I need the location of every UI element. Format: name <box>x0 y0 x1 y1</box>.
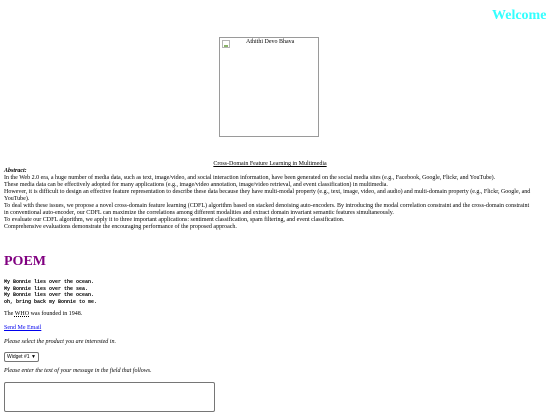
welcome-heading: Welcome <box>492 8 546 23</box>
product-select-value: Widget #1 <box>7 354 30 360</box>
poem-text <box>4 279 97 305</box>
who-sentence <box>4 311 82 317</box>
image-alt-text: Athithi Devo Bhava <box>246 39 295 45</box>
poem-line: My Bonnie lies over the sea. <box>4 285 89 292</box>
abstract-label: Abstract: <box>4 168 27 174</box>
abstract-paragraph: To deal with these issues, we propose a novel cross-domain feature learning (CDFL) algorithm based on stacked denoising auto-encoders. By introducing the modal correlation constraint and the cross-domain constraint in conventional auto-encoder, our CDFL can maximize the correlations among different modalities and extract domain invariant semantic features simultaneously. <box>4 203 530 216</box>
abstract-paragraph: To evaluate our CDFL algorithm, we apply it to three important applications: sentiment classification, spam filtering, and event classification. <box>4 217 345 223</box>
select-prompt: Please select the product you are interested in. <box>4 339 116 345</box>
broken-image-icon <box>222 40 230 48</box>
broken-image <box>219 37 319 137</box>
send-email-link[interactable]: Send Me Email <box>4 325 42 331</box>
article-title-text: Cross-Domain Feature Learning in Multimedia <box>213 161 327 167</box>
abstract-paragraph: In the Web 2.0 era, a huge number of media data, such as text, image/video, and social interaction information, have been generated on the social media sites (e.g., Facebook, Google, Flickr, and YouTube). <box>4 175 496 181</box>
abstract-paragraph: However, it is difficult to design an effective feature representation to describe these data because they have multi-modal property (e.g., text, image, video, and audio) and multi-domain property (e.g., Flickr, Google, and YouTube). <box>4 189 531 202</box>
poem-line: My Bonnie lies over the ocean. <box>4 292 95 298</box>
abstract <box>4 168 532 231</box>
poem-line: oh, bring back my Bonnie to me. <box>4 298 98 305</box>
abstract-paragraph: Comprehensive evaluations demonstrate the encouraging performance of the proposed approach. <box>4 224 237 230</box>
product-select[interactable] <box>4 352 39 362</box>
who-suffix: was founded in 1948. <box>29 311 83 317</box>
who-abbr: WHO <box>14 311 30 317</box>
abstract-paragraph: These media data can be effectively adopted for many applications (e.g., image/video annotation, image/video retrieval, and event classification) in multimedia. <box>4 182 388 188</box>
chevron-down-icon: ▼ <box>31 354 36 360</box>
message-prompt: Please enter the text of your message in the field that follows. <box>4 368 152 374</box>
who-prefix: The <box>4 311 15 317</box>
article-title <box>0 160 540 168</box>
poem-heading: POEM <box>4 254 46 269</box>
poem-line: My Bonnie lies over the ocean. <box>4 279 95 285</box>
message-textarea[interactable] <box>4 382 215 412</box>
